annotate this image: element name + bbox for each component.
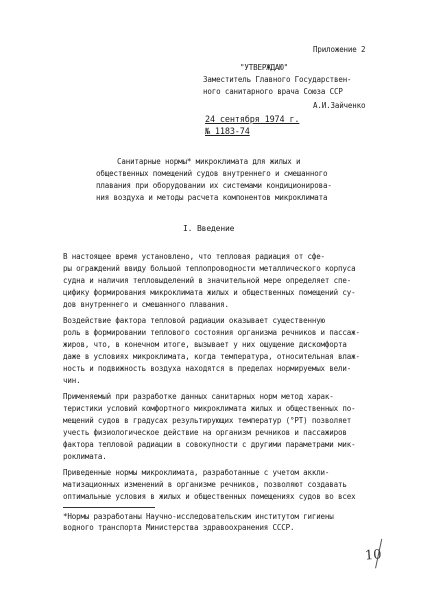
title-line-1: Санитарные нормы* микроклимата для жилых и bbox=[117, 157, 301, 166]
approval-heading: "УТВЕРЖДАЮ" bbox=[240, 63, 289, 72]
title-line-4: ния воздуха и методы расчета компонентов микроклимата bbox=[96, 193, 328, 202]
body-line: Воздействие фактора тепловой радиации оказывает существенную bbox=[63, 316, 325, 325]
body-line: жиров, что, в конечном итоге, вызывает у них ощущение дискомфорта bbox=[63, 340, 347, 349]
body-line: дов внутреннего и смешанного плавания. bbox=[63, 300, 229, 309]
body-line: ность и подвижность воздуха находятся в пределах нормируемых вели- bbox=[63, 364, 352, 373]
body-line: оптимальные условия в жилых и общественных помещениях судов во всех bbox=[63, 492, 356, 501]
body-line: Приведенные нормы микроклимата, разработанные с учетом аккли- bbox=[63, 468, 330, 477]
body-line: даже в условиях микроклимата, когда температура, относительная влаж- bbox=[63, 352, 360, 361]
body-line: фактора тепловой радиации в совокупности с другими параметрами мик- bbox=[63, 440, 356, 449]
body-line: мещений судов в градусах результирующих температур (°РТ) позволяет bbox=[63, 416, 352, 425]
title-line-2: общественных помещений судов внутреннего и смешанного bbox=[96, 169, 328, 178]
body-line: чин. bbox=[63, 376, 81, 385]
body-line: матизационных изменений в организме речников, позволяют создавать bbox=[63, 480, 347, 489]
approver-title-line-1: Заместитель Главного Государствен- bbox=[203, 75, 352, 84]
title-line-3: плавания при оборудовании их системами кондиционирова- bbox=[96, 181, 332, 190]
body-line: роклимата. bbox=[63, 452, 107, 461]
section-heading: I. Введение bbox=[183, 224, 235, 233]
page-stamp-number: 10 bbox=[364, 547, 383, 564]
body-line: В настоящее время установлено, что тепловая радиация от сфе- bbox=[63, 252, 325, 261]
body-line: ры ограждений ввиду большой теплопроводности металлического корпуса bbox=[63, 264, 356, 273]
approval-date: 24 сентября 1974 г. bbox=[205, 115, 300, 125]
body-line: Применяемый при разработке данных санитарных норм метод харак- bbox=[63, 392, 334, 401]
body-line: учесть физиологическое действие на организм речников и пассажиров bbox=[63, 428, 347, 437]
footnote-divider bbox=[63, 507, 155, 508]
footnote-line-2: водного транспорта Министерства здравоохранения СССР. bbox=[63, 523, 295, 532]
body-line: судна и наличия тепловыделений в значительной мере определяет спе- bbox=[63, 276, 352, 285]
body-line: цифику формирования микроклимата жилых и общественных помещений су- bbox=[63, 288, 356, 297]
body-line: теристики условий комфортного микроклимата жилых и общественных по- bbox=[63, 404, 356, 413]
footnote-line-1: *Нормы разработаны Научно-исследовательским институтом гигиены bbox=[63, 512, 334, 521]
approver-name: А.И.Зайченко bbox=[313, 101, 366, 110]
body-line: роль в формировании теплового состояния организма речников и пассаж- bbox=[63, 328, 360, 337]
document-number: № 1183-74 bbox=[205, 127, 250, 137]
appendix-label: Приложение 2 bbox=[313, 45, 366, 54]
approver-title-line-2: ного санитарного врача Союза ССР bbox=[203, 87, 343, 96]
